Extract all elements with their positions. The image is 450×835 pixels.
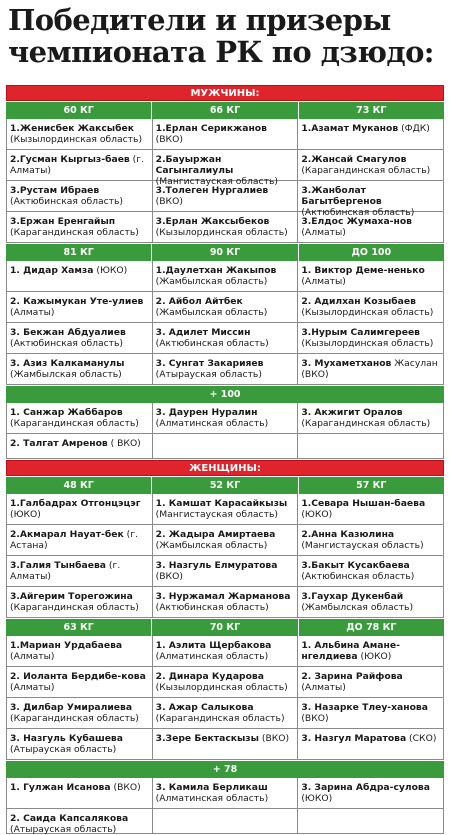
table-row [6,667,444,698]
athlete-cell [298,292,444,322]
athlete-cell [298,667,444,697]
athlete-cell [298,323,444,353]
athlete-name: 3.Ерлан Жаксыбеков [155,216,270,227]
athlete-region: (ФДК) [398,123,430,134]
athlete-region: (ВКО) [258,733,290,744]
athlete-name: 1. Санжар Жаббаров [10,407,123,418]
athlete-name: 3.Нурым Салимгереев [301,327,421,338]
athlete-cell [298,778,444,808]
athlete-region: (Атырауская область) [155,369,262,380]
athlete-name: 3.Галия Тынбаева [10,560,106,571]
athlete-cell [153,292,299,322]
athlete-region: (г. Алматы) [10,154,145,176]
athlete-name: 2. Адилхан Козыбаев [301,296,416,307]
table-row [6,434,444,459]
athlete-name: 3.Гаухар Дукенбай [301,591,404,602]
athlete-name: 3. Назгуль Елмуратова [155,560,278,571]
athlete-region: (Кызылординская область) [155,227,288,238]
athlete-cell [6,354,153,384]
athlete-cell [153,119,299,149]
weight-header-row [6,102,444,119]
athlete-region: (Кызылординская область) [155,682,288,693]
athlete-cell [153,587,299,617]
athlete-region: (г. Астана) [10,529,139,551]
athlete-region: (Жамбылская область) [155,540,268,551]
athlete-region: (Актюбинская область) [10,196,124,207]
section-header: ЖЕНЩИНЫ: [6,460,444,476]
athlete-region: (Мангистауская область) [155,509,278,520]
athlete-cell [6,729,153,759]
athlete-cell [298,261,444,291]
weight-category-header: + 78 [6,761,444,778]
results-table [6,84,444,834]
athlete-name: 1. Альбина Амане-нгелдиева [301,640,400,662]
athlete-name: 3.Толеген Нургалиев [155,185,269,196]
table-row [6,119,444,150]
athlete-region: (Алматинская область) [155,651,269,662]
athlete-cell [6,667,153,697]
athlete-name: 1. Гулжан Исанова [10,782,111,793]
athlete-name: 1.Даулетхан Жакыпов [155,265,277,276]
table-row [6,181,444,218]
athlete-cell [153,494,299,524]
athlete-region: (Жамбылская область) [155,276,268,287]
athlete-name: 3. Назарке Тлеу-ханова [301,702,428,713]
athlete-cell [298,403,444,433]
athlete-name: 2. Иоланта Бердибе-кова [10,671,146,682]
page-title [0,0,450,72]
athlete-name: 2.Жансай Смагулов [301,154,407,165]
athlete-cell [153,212,299,242]
table-row [6,403,444,434]
athlete-name: 3. Назгул Маратова [301,733,407,744]
athlete-region: (Карагандинская область) [301,165,431,176]
athlete-name: 3.Бакыт Кусакбаева [301,560,410,571]
athlete-cell [298,212,444,242]
weight-category-header: 63 КГ [6,619,151,636]
athlete-name: 1. Дидар Хамза [10,265,94,276]
athlete-cell [153,354,299,384]
athlete-cell [6,261,153,291]
athlete-region: (Алматинская область) [155,418,269,429]
athlete-cell [298,150,444,180]
weight-category-header: 81 КГ [6,244,151,261]
athlete-cell [6,698,153,728]
table-row [6,809,444,834]
athlete-region: (Алматы) [10,682,55,693]
athlete-name: 2. Динара Кударова [155,671,264,682]
athlete-region: (Карагандинская область) [10,602,139,613]
athlete-name: 3. Дилбар Умиралиева [10,702,133,713]
athlete-name: 2.Гусман Кыргыз-баев [10,154,130,165]
athlete-cell [298,494,444,524]
weight-category-header: 48 КГ [6,477,151,494]
athlete-region: (ЮКО) [301,509,333,520]
athlete-name: 1. Камшат Карасайкызы [155,498,288,509]
athlete-region: (Кызылординская область) [301,338,434,349]
athlete-region: (Алматы) [301,276,346,287]
athlete-name: 3.Рустам Ибраев [10,185,100,196]
athlete-cell [6,150,153,180]
athlete-cell [153,150,299,187]
athlete-name: 1.Азамат Муканов [301,123,399,134]
athlete-region: ( ВКО) [107,438,141,449]
athlete-region: (Мангистауская область) [155,176,278,187]
athlete-name: 3. Ажар Салыкова [155,702,254,713]
table-row [6,698,444,729]
athlete-cell [153,181,299,211]
weight-header-row [6,761,444,778]
athlete-name: 3.Айгерим Торегожина [10,591,133,602]
athlete-region: (Жамбылская область) [155,307,268,318]
athlete-cell [6,494,153,524]
athlete-cell [298,587,444,617]
weight-category-header: 57 КГ [299,477,444,494]
athlete-name: 3. Мухаметханов [301,358,392,369]
athlete-region: (Атырауская область) [10,744,117,755]
athlete-region: (ЮКО) [10,509,41,520]
athlete-name: 3. Нуржамал Жарманова [155,591,291,602]
athlete-cell [153,809,299,833]
athlete-name: 1.Женисбек Жаксыбек [10,123,134,134]
athlete-name: 3. Акжигит Оралов [301,407,403,418]
weight-category-header: 70 КГ [152,619,297,636]
athlete-name: 3.Ержан Еренгайып [10,216,116,227]
athlete-region: (Жамбылская область) [10,369,122,380]
athlete-cell [6,525,153,555]
weight-category-header: 73 КГ [299,102,444,119]
athlete-name: 1.Севара Нышан-баева [301,498,426,509]
weight-category-header: + 100 [6,386,444,403]
athlete-region: (Карагандинская область) [301,418,431,429]
athlete-name: 3.Зере Бектаскызы [155,733,259,744]
athlete-name: 3. Зарина Абдра-сулова [301,782,430,793]
weight-category-header: 90 КГ [152,244,297,261]
athlete-cell [153,667,299,697]
athlete-region: (г. Алматы) [10,560,121,582]
table-row [6,261,444,292]
athlete-name: 1. Аэлита Щербакова [155,640,272,651]
athlete-region: (Актюбинская область) [155,602,269,613]
weight-header-row [6,386,444,403]
athlete-cell [298,556,444,586]
athlete-cell [6,556,153,586]
weight-category-header: 66 КГ [152,102,297,119]
athlete-cell [153,434,299,458]
weight-category-header: 52 КГ [152,477,297,494]
athlete-name: 3. Бекжан Абдуалиев [10,327,126,338]
weight-header-row [6,477,444,494]
table-row [6,729,444,760]
athlete-name: 3. Назгуль Кубашева [10,733,123,744]
athlete-name: 1.Галбадрах Отгонцэцэг [10,498,141,509]
athlete-region: (Атырауская область) [10,824,117,835]
athlete-cell [6,212,153,242]
athlete-region: (Актюбинская область) [155,338,269,349]
table-row [6,354,444,385]
athlete-cell [6,778,153,808]
athlete-region: (ВКО) [155,571,183,582]
athlete-region: (ЮКО) [93,265,128,276]
athlete-name: 2. Кажымукан Уте-улиев [10,296,144,307]
athlete-cell [6,181,153,211]
athlete-name: 3. Камила Берликаш [155,782,268,793]
athlete-name: 3. Азиз Калкаманулы [10,358,125,369]
athlete-cell [153,323,299,353]
table-row [6,292,444,323]
athlete-name: 2. Жадыра Амиртаева [155,529,276,540]
table-row [6,494,444,525]
section-header: МУЖЧИНЫ: [6,85,444,101]
athlete-region: (ВКО) [110,782,141,793]
athlete-region: (ВКО) [155,196,183,207]
athlete-region: (Кызылординская область) [10,134,143,145]
athlete-region: (Карагандинская область) [10,713,139,724]
athlete-name: 1. Виктор Деме-ненько [301,265,425,276]
athlete-region: (Алматы) [301,227,346,238]
athlete-region: (СКО) [406,733,437,744]
athlete-region: Жасулан (ВКО) [301,358,438,380]
athlete-cell [298,729,444,759]
athlete-region: (Актюбинская область) [10,338,124,349]
weight-category-header: ДО 100 [299,244,444,261]
athlete-region: (Жамбылская область) [301,602,414,613]
athlete-region: (Карагандинская область) [10,227,139,238]
title-line-2: чемпионата РК по дзюдо: [8,35,434,69]
athlete-cell [298,119,444,149]
athlete-cell [153,698,299,728]
athlete-name: 2.Бауыржан Сагынгалиулы [155,154,234,176]
table-row [6,636,444,667]
athlete-cell [6,403,153,433]
athlete-name: 2. Зарина Райфова [301,671,403,682]
athlete-cell [298,698,444,728]
athlete-name: 3.Елдос Жумаха-нов [301,216,412,227]
athlete-region: (ВКО) [155,134,183,145]
title-line-1: Победители и призеры [8,3,391,37]
table-row [6,323,444,354]
athlete-cell [298,354,444,384]
weight-category-header: 60 КГ [6,102,151,119]
athlete-region: (Алматы) [10,307,55,318]
athlete-cell [153,778,299,808]
athlete-cell [6,434,153,458]
athlete-cell [6,292,153,322]
athlete-name: 2. Саида Капсалякова [10,813,129,824]
athlete-region: (Актюбинская область) [301,571,415,582]
athlete-region: (ВКО) [301,713,329,724]
table-row [6,587,444,618]
athlete-cell [6,587,153,617]
athlete-name: 3. Даурен Нуралин [155,407,258,418]
athlete-region: (Актюбинская область) [301,207,415,218]
athlete-cell [153,636,299,666]
athlete-cell [298,434,444,458]
athlete-name: 2. Талгат Амренов [10,438,108,449]
table-row [6,525,444,556]
athlete-name: 3.Жанболат Багытбергенов [301,185,382,207]
athlete-cell [153,729,299,759]
athlete-cell [6,323,153,353]
athlete-cell [153,556,299,586]
weight-header-row [6,244,444,261]
athlete-region: (Карагандинская область) [10,418,139,429]
athlete-region: (Алматы) [301,682,346,693]
athlete-cell [6,119,153,149]
athlete-cell [153,403,299,433]
athlete-cell [298,181,444,218]
athlete-region: (Карагандинская область) [155,713,285,724]
athlete-region: (ЮКО) [301,793,333,804]
athlete-region: (Кызылординская область) [301,307,434,318]
athlete-cell [6,636,153,666]
weight-category-header: ДО 78 КГ [299,619,444,636]
weight-header-row [6,619,444,636]
athlete-cell [298,809,444,833]
table-row [6,150,444,187]
athlete-name: 1.Мариан Урдабаева [10,640,123,651]
athlete-region: (Мангистауская область) [301,540,424,551]
athlete-cell [153,261,299,291]
athlete-region: (Алматы) [10,651,55,662]
athlete-name: 3. Адилет Миссин [155,327,251,338]
athlete-name: 3. Сунгат Закарияев [155,358,264,369]
athlete-name: 1.Ерлан Серикжанов [155,123,267,134]
athlete-cell [298,525,444,555]
table-row [6,556,444,587]
athlete-region: (Алматинская область) [155,793,269,804]
athlete-region: (ЮКО) [357,651,392,662]
athlete-name: 2. Айбол Айтбек [155,296,243,307]
athlete-name: 2.Акмарал Науат-бек [10,529,124,540]
athlete-cell [298,636,444,666]
athlete-cell [6,809,153,833]
athlete-cell [153,525,299,555]
athlete-name: 2.Анна Казюлина [301,529,395,540]
table-row [6,778,444,809]
table-row [6,212,444,243]
